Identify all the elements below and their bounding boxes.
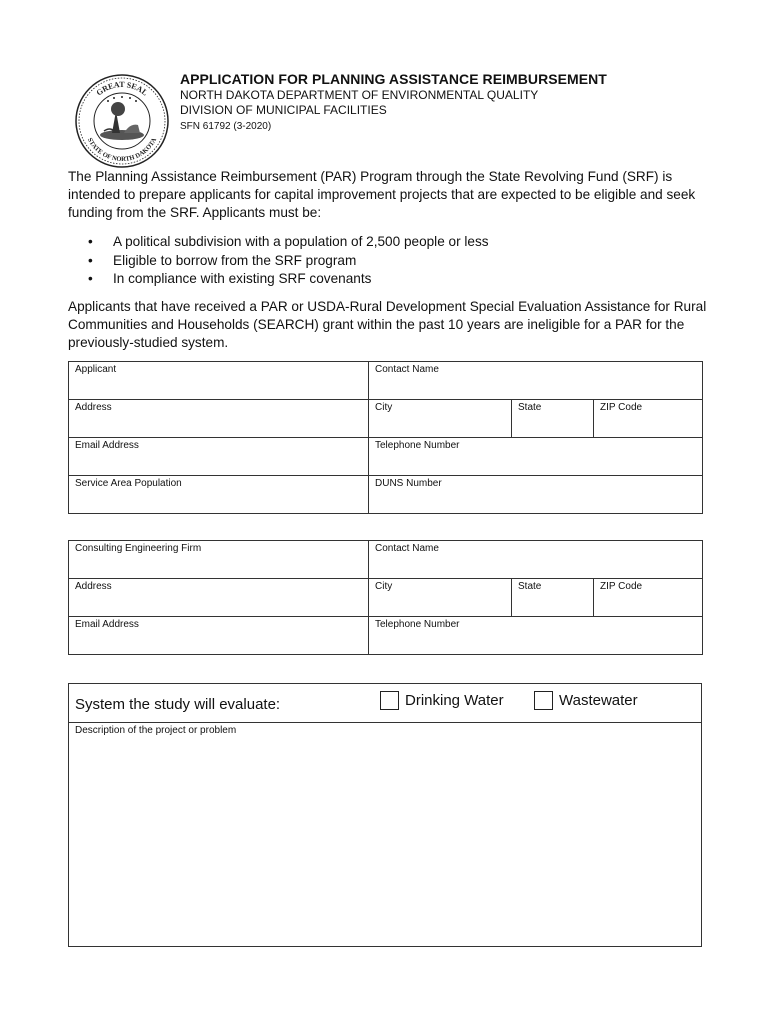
firm-email-field[interactable] bbox=[69, 617, 369, 655]
firm-telephone-label: Telephone Number bbox=[375, 619, 460, 630]
form-title: APPLICATION FOR PLANNING ASSISTANCE REIMBURSEMENT bbox=[180, 71, 607, 87]
duns-label: DUNS Number bbox=[375, 478, 442, 489]
state-seal-icon bbox=[74, 73, 170, 169]
requirement-item: • Eligible to borrow from the SRF program bbox=[88, 252, 489, 271]
system-header bbox=[69, 684, 701, 723]
state-field[interactable] bbox=[512, 400, 594, 438]
seal-bottom-text: STATE OF NORTH DAKOTA bbox=[85, 136, 159, 164]
system-question: System the study will evaluate: bbox=[75, 696, 281, 713]
applicant-label: Applicant bbox=[75, 364, 117, 375]
zip-field[interactable] bbox=[594, 400, 703, 438]
firm-label: Consulting Engineering Firm bbox=[75, 543, 202, 554]
address-field[interactable] bbox=[69, 400, 369, 438]
firm-zip-label: ZIP Code bbox=[600, 581, 643, 592]
zip-label: ZIP Code bbox=[600, 402, 643, 413]
firm-city-field[interactable] bbox=[369, 579, 512, 617]
requirements-list bbox=[88, 233, 489, 289]
wastewater-option[interactable] bbox=[534, 691, 638, 710]
wastewater-label: Wastewater bbox=[559, 692, 638, 709]
firm-address-label: Address bbox=[75, 581, 112, 592]
firm-field[interactable] bbox=[69, 541, 369, 579]
firm-state-field[interactable] bbox=[512, 579, 594, 617]
duns-field[interactable] bbox=[369, 476, 703, 514]
firm-zip-field[interactable] bbox=[594, 579, 703, 617]
contact-name-field[interactable] bbox=[369, 362, 703, 400]
state-label: State bbox=[518, 402, 542, 413]
firm-email-label: Email Address bbox=[75, 619, 139, 630]
population-label: Service Area Population bbox=[75, 478, 182, 489]
drinking-water-checkbox[interactable] bbox=[380, 691, 399, 710]
email-label: Email Address bbox=[75, 440, 139, 451]
wastewater-checkbox[interactable] bbox=[534, 691, 553, 710]
division-name: DIVISION OF MUNICIPAL FACILITIES bbox=[180, 103, 387, 117]
contact-name-label: Contact Name bbox=[375, 364, 439, 375]
city-label: City bbox=[375, 402, 393, 413]
drinking-water-label: Drinking Water bbox=[405, 692, 504, 709]
system-section bbox=[68, 683, 702, 947]
telephone-field[interactable] bbox=[369, 438, 703, 476]
applicant-info-table bbox=[68, 361, 703, 514]
description-field[interactable] bbox=[69, 723, 701, 946]
firm-telephone-field[interactable] bbox=[369, 617, 703, 655]
requirement-item: • In compliance with existing SRF covenants bbox=[88, 270, 489, 289]
form-number: SFN 61792 (3-2020) bbox=[180, 121, 272, 132]
firm-address-field[interactable] bbox=[69, 579, 369, 617]
telephone-label: Telephone Number bbox=[375, 440, 460, 451]
eligibility-note: Applicants that have received a PAR or USDA-Rural Development Special Evaluation Assistance for Rural Communities and Households (SEARCH) grant within the past 10 years are ineligible for a PAR for the previously-studied system. bbox=[68, 299, 707, 350]
state-seal bbox=[74, 73, 170, 169]
requirement-item: • A political subdivision with a population of 2,500 people or less bbox=[88, 233, 489, 252]
description-label: Description of the project or problem bbox=[75, 725, 237, 736]
intro-paragraph: The Planning Assistance Reimbursement (PAR) Program through the State Revolving Fund (SRF) is intended to prepare applicants for capital improvement projects that are expected to be eligible and seek funding from the SRF. Applicants must be: bbox=[68, 169, 696, 220]
firm-city-label: City bbox=[375, 581, 393, 592]
firm-contact-name-field[interactable] bbox=[369, 541, 703, 579]
seal-top-text: GREAT SEAL bbox=[94, 79, 150, 98]
applicant-field[interactable] bbox=[69, 362, 369, 400]
department-name: NORTH DAKOTA DEPARTMENT OF ENVIRONMENTAL QUALITY bbox=[180, 88, 539, 102]
address-label: Address bbox=[75, 402, 112, 413]
firm-contact-name-label: Contact Name bbox=[375, 543, 439, 554]
population-field[interactable] bbox=[69, 476, 369, 514]
engineering-firm-table bbox=[68, 540, 703, 655]
drinking-water-option[interactable] bbox=[380, 691, 504, 710]
city-field[interactable] bbox=[369, 400, 512, 438]
firm-state-label: State bbox=[518, 581, 542, 592]
form-header bbox=[180, 71, 607, 134]
email-field[interactable] bbox=[69, 438, 369, 476]
